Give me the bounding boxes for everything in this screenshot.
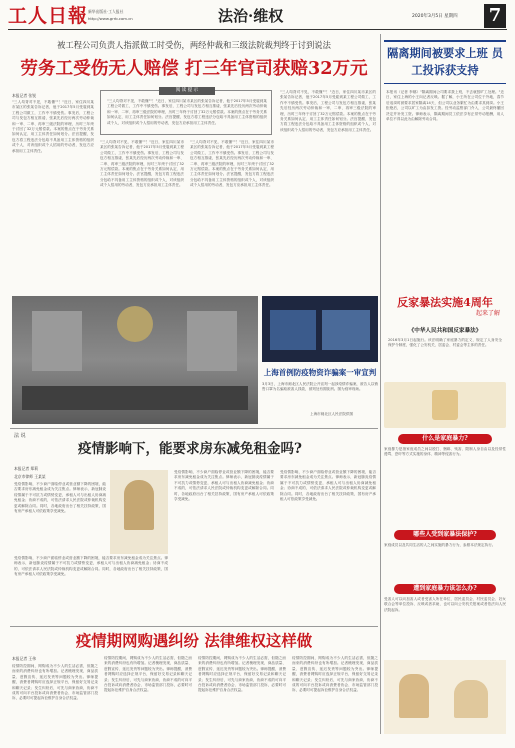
lead-byline: 本报记者 张锐 (12, 93, 36, 98)
qa-question-2: 哪些人受到家暴法保护? (394, 530, 496, 540)
section-title: 法治·维权 (218, 7, 284, 25)
photo-caption-credit: 上海市闸北区人民法院供图 (310, 412, 354, 416)
second-author: 北京市律师 王某某 (14, 474, 46, 479)
bottom-byline: 本报记者 王伟 (12, 656, 36, 661)
side-body: 本报讯（记者 李娜）"隔离期间公司要求我上班，不去就按旷工处理。"近日，家住上海的小王向记者反映。据了解，小王所在公司位于外地，春节后返岗时被要求居家隔离14天，但公司以业务繁忙为由要求其到岗。小王拒绝后，公司以旷工为由扣发工资。经劳动监察部门介入，公司最终撤回决定并补发工资。律师表示，隔离期间员工依法享有正常劳动报酬，用人单位不得以此为由解除劳动合同。 (386, 90, 504, 122)
law-box-title: 反家暴法实施4周年 (397, 296, 493, 309)
masthead-sub-line-2: http://www.grrb.com.cn (88, 16, 133, 21)
second-body-col-1: 受疫情影响，不少商户面临停业或营业额下降的困境，能否要求房东减免租金成为关注焦点。律师表示，新冠肺炎疫情属于不可抗力或情势变更，承租人可与出租人协商减免租金；协商不成的，可依法请求人民法院或仲裁机构变更或解除合同。同时，各地政府出台了相关扶持政策，国有房产承租人可依政策享受减免。 (14, 482, 106, 514)
second-body-col-4: 受疫情影响，不少商户面临停业或营业额下降的困境，能否要求房东减免租金成为关注焦点。律师表示，新冠肺炎疫情属于不可抗力或情势变更，承租人可与出租人协商减免租金；协商不成的，可依法请求人民法院或仲裁机构变更或解除合同。同时，各地政府出台了相关扶持政策，国有房产承租人可依政策享受减免。 (14, 556, 168, 577)
intro-box (100, 90, 272, 135)
qa-question-1: 什么是家庭暴力? (398, 434, 492, 444)
law-box-subtitle: 起来了解 (475, 310, 500, 317)
second-body-col-3: 受疫情影响，不少商户面临停业或营业额下降的困境，能否要求房东减免租金成为关注焦点。律师表示，新冠肺炎疫情属于不可抗力或情势变更，承租人可与出租人协商减免租金；协商不成的，可依法请求人民法院或仲裁机构变更或解除合同。同时，各地政府出台了相关扶持政策，国有房产承租人可依政策享受减免。 (280, 470, 376, 502)
lead-kicker: 被工程公司负责人指派做工时受伤，两经仲裁和三级法院裁判终于讨到说法 (57, 40, 331, 50)
qa-item-3 (384, 584, 506, 647)
qa-answer-2: 家庭成员以及共同生活的人之间实施的暴力行为，参照本法规定执行。 (384, 543, 496, 547)
second-section-tag: 法 说 (14, 433, 26, 439)
photo-caption-body: 3月3日，上海市闸北区人民法院公开宣判一起涉疫情诈骗案，被告人以销售口罩为名骗取被害人钱款，被判处有期徒刑。图为庭审现场。 (262, 382, 378, 392)
side-headline: 隔离期间被要求上班 员工投诉获支持 (387, 46, 503, 77)
second-body-col-2: 受疫情影响，不少商户面临停业或营业额下降的困境，能否要求房东减免租金成为关注焦点。律师表示，新冠肺炎疫情属于不可抗力或情势变更，承租人可与出租人协商减免租金；协商不成的，可依法请求人民法院或仲裁机构变更或解除合同。同时，各地政府出台了相关扶持政策，国有房产承租人可依政策享受减免。 (174, 470, 274, 502)
second-byline: 本报记者 郑莉 (14, 466, 38, 471)
masthead-sub-line-1: 新华出版社·工人报社 (88, 9, 124, 14)
bottom-body-col-4: 疫情防控期间，网购成为不少人的生活必需，但随之而来的消费纠纷也有所增加。记者梳理发现，商品质量、虚假宣传、延迟发货等问题较为突出。律师提醒，消费者网购时应选择正规平台，保留好交易记录和聊天记录；发生纠纷后，可先与商家协商，协商不成的可向平台投诉或向消费者协会、市场监管部门投诉，必要时可提起诉讼维护自身合法权益。 (292, 656, 378, 693)
qa-answer-3: 受害人可以向加害人或者受害人所在单位、居民委员会、村民委员会、妇女联合会等单位投诉、反映或者求助，也可以向公安机关报案或者依法向人民法院起诉。 (384, 597, 506, 612)
lead-body-col-1: "三人均背对不见，不敢懂""！"近日，家住四川某市某区的张某告诉记者，他于2017年5月受雇到某工程公司做工，工作中不慎受伤。事发后，工程公司与发包方相互推诿，张某先后经历两次劳动仲裁和一审、二审、再审三级法院的审理，历时三年终于讨回了32万元赔偿款。本案的焦点在于劳务关系如何认定、用工主体责任如何划分。法官提醒，发包方将工程违法分包给不具备用工主体资格的组织或个人，对该组织或个人招用的劳动者，发包方应承担用工主体责任。 (12, 100, 94, 153)
bottom-body-col-1: 疫情防控期间，网购成为不少人的生活必需，但随之而来的消费纠纷也有所增加。记者梳理发现，商品质量、虚假宣传、延迟发货等问题较为突出。律师提醒，消费者网购时应选择正规平台，保留好交易记录和聊天记录；发生纠纷后，可先与商家协商，协商不成的可向平台投诉或向消费者协会、市场监管部门投诉，必要时可提起诉讼维护自身合法权益。 (12, 664, 98, 701)
law-box-heading: 《中华人民共和国反家暴法》 (408, 328, 482, 334)
masthead (8, 4, 507, 30)
issue-date: 2020年3月5日 星期四 (412, 14, 458, 19)
bottom-headline: 疫情期网购遇纠纷 法律维权这样做 (75, 632, 313, 650)
qa-art (384, 660, 506, 734)
side-headline-box (384, 40, 506, 84)
second-headline: 疫情影响下，能要求房东减免租金吗? (78, 441, 302, 457)
qa-item-1 (384, 434, 506, 509)
courtroom-photo (12, 296, 258, 424)
law-box (384, 296, 506, 378)
qa-answer-1: 家庭暴力是指家庭成员之间以殴打、捆绑、残害、限制人身自由以及经常性谩骂、恐吓等方式实施的身体、精神等侵害行为。 (384, 447, 506, 457)
page-number: 7 (484, 4, 506, 28)
video-screen-photo (262, 296, 378, 362)
intro-label: 阅 读 提 示 (159, 87, 215, 95)
intro-text: "三人均背对不见，不敢懂""！"近日，家住四川某市某区的张某告诉记者，他于2017年5月受雇到某工程公司做工，工作中不慎受伤。事发后，工程公司与发包方相互推诿，张某先后经历两次劳动仲裁和一审、二审、再审三级法院的审理，历时三年终于讨回了32万元赔偿款。本案的焦点在于劳务关系如何认定、用工主体责任如何划分。法官提醒，发包方将工程违法分包给不具备用工主体资格的组织或个人，对该组织或个人招用的劳动者，发包方应承担用工主体责任。 (107, 99, 267, 125)
qa-question-3: 遭到家庭暴力该怎么办? (394, 584, 496, 594)
second-art (110, 470, 168, 554)
bottom-body-col-3: 疫情防控期间，网购成为不少人的生活必需，但随之而来的消费纠纷也有所增加。记者梳理发现，商品质量、虚假宣传、延迟发货等问题较为突出。律师提醒，消费者网购时应选择正规平台，保留好交易记录和聊天记录；发生纠纷后，可先与商家协商，协商不成的可向平台投诉或向消费者协会、市场监管部门投诉，必要时可提起诉讼维护自身合法权益。 (198, 656, 286, 693)
law-box-body: 2016年3月1日起施行。该法明确了家庭暴力的定义，规定了人身安全保护令制度，强化了公安机关、居委会、村委会等主体的责任。 (388, 338, 502, 348)
lead-headline: 劳务工受伤无人赔偿 打三年官司获赔32万元 (20, 58, 368, 79)
bottom-body-col-2: 疫情防控期间，网购成为不少人的生活必需，但随之而来的消费纠纷也有所增加。记者梳理发现，商品质量、虚假宣传、延迟发货等问题较为突出。律师提醒，消费者网购时应选择正规平台，保留好交易记录和聊天记录；发生纠纷后，可先与商家协商，协商不成的可向平台投诉或向消费者协会、市场监管部门投诉，必要时可提起诉讼维护自身合法权益。 (104, 656, 192, 693)
law-box-art (384, 382, 506, 428)
photo-caption-title: 上海首例防疫物资诈骗案一审宣判 (263, 368, 377, 377)
qa-item-2 (384, 530, 506, 565)
masthead-logo: 工人日報 (8, 5, 89, 27)
lead-body-col-4: "三人均背对不见，不敢懂""！"近日，家住四川某市某区的张某告诉记者，他于2017年5月受雇到某工程公司做工，工作中不慎受伤。事发后，工程公司与发包方相互推诿，张某先后经历两次劳动仲裁和一审、二审、再审三级法院的审理，历时三年终于讨回了32万元赔偿款。本案的焦点在于劳务关系如何认定、用工主体责任如何划分。法官提醒，发包方将工程违法分包给不具备用工主体资格的组织或个人，对该组织或个人招用的劳动者，发包方应承担用工主体责任。 (280, 90, 376, 132)
lead-body-col-2: "三人均背对不见，不敢懂""！"近日，家住四川某市某区的张某告诉记者，他于2017年5月受雇到某工程公司做工，工作中不慎受伤。事发后，工程公司与发包方相互推诿，张某先后经历两次劳动仲裁和一审、二审、再审三级法院的审理，历时三年终于讨回了32万元赔偿款。本案的焦点在于劳务关系如何认定、用工主体责任如何划分。法官提醒，发包方将工程违法分包给不具备用工主体资格的组织或个人，对该组织或个人招用的劳动者，发包方应承担用工主体责任。 (100, 140, 184, 188)
lead-body-col-3: "三人均背对不见，不敢懂""！"近日，家住四川某市某区的张某告诉记者，他于2017年5月受雇到某工程公司做工，工作中不慎受伤。事发后，工程公司与发包方相互推诿，张某先后经历两次劳动仲裁和一审、二审、再审三级法院的审理，历时三年终于讨回了32万元赔偿款。本案的焦点在于劳务关系如何认定、用工主体责任如何划分。法官提醒，发包方将工程违法分包给不具备用工主体资格的组织或个人，对该组织或个人招用的劳动者，发包方应承担用工主体责任。 (190, 140, 274, 188)
